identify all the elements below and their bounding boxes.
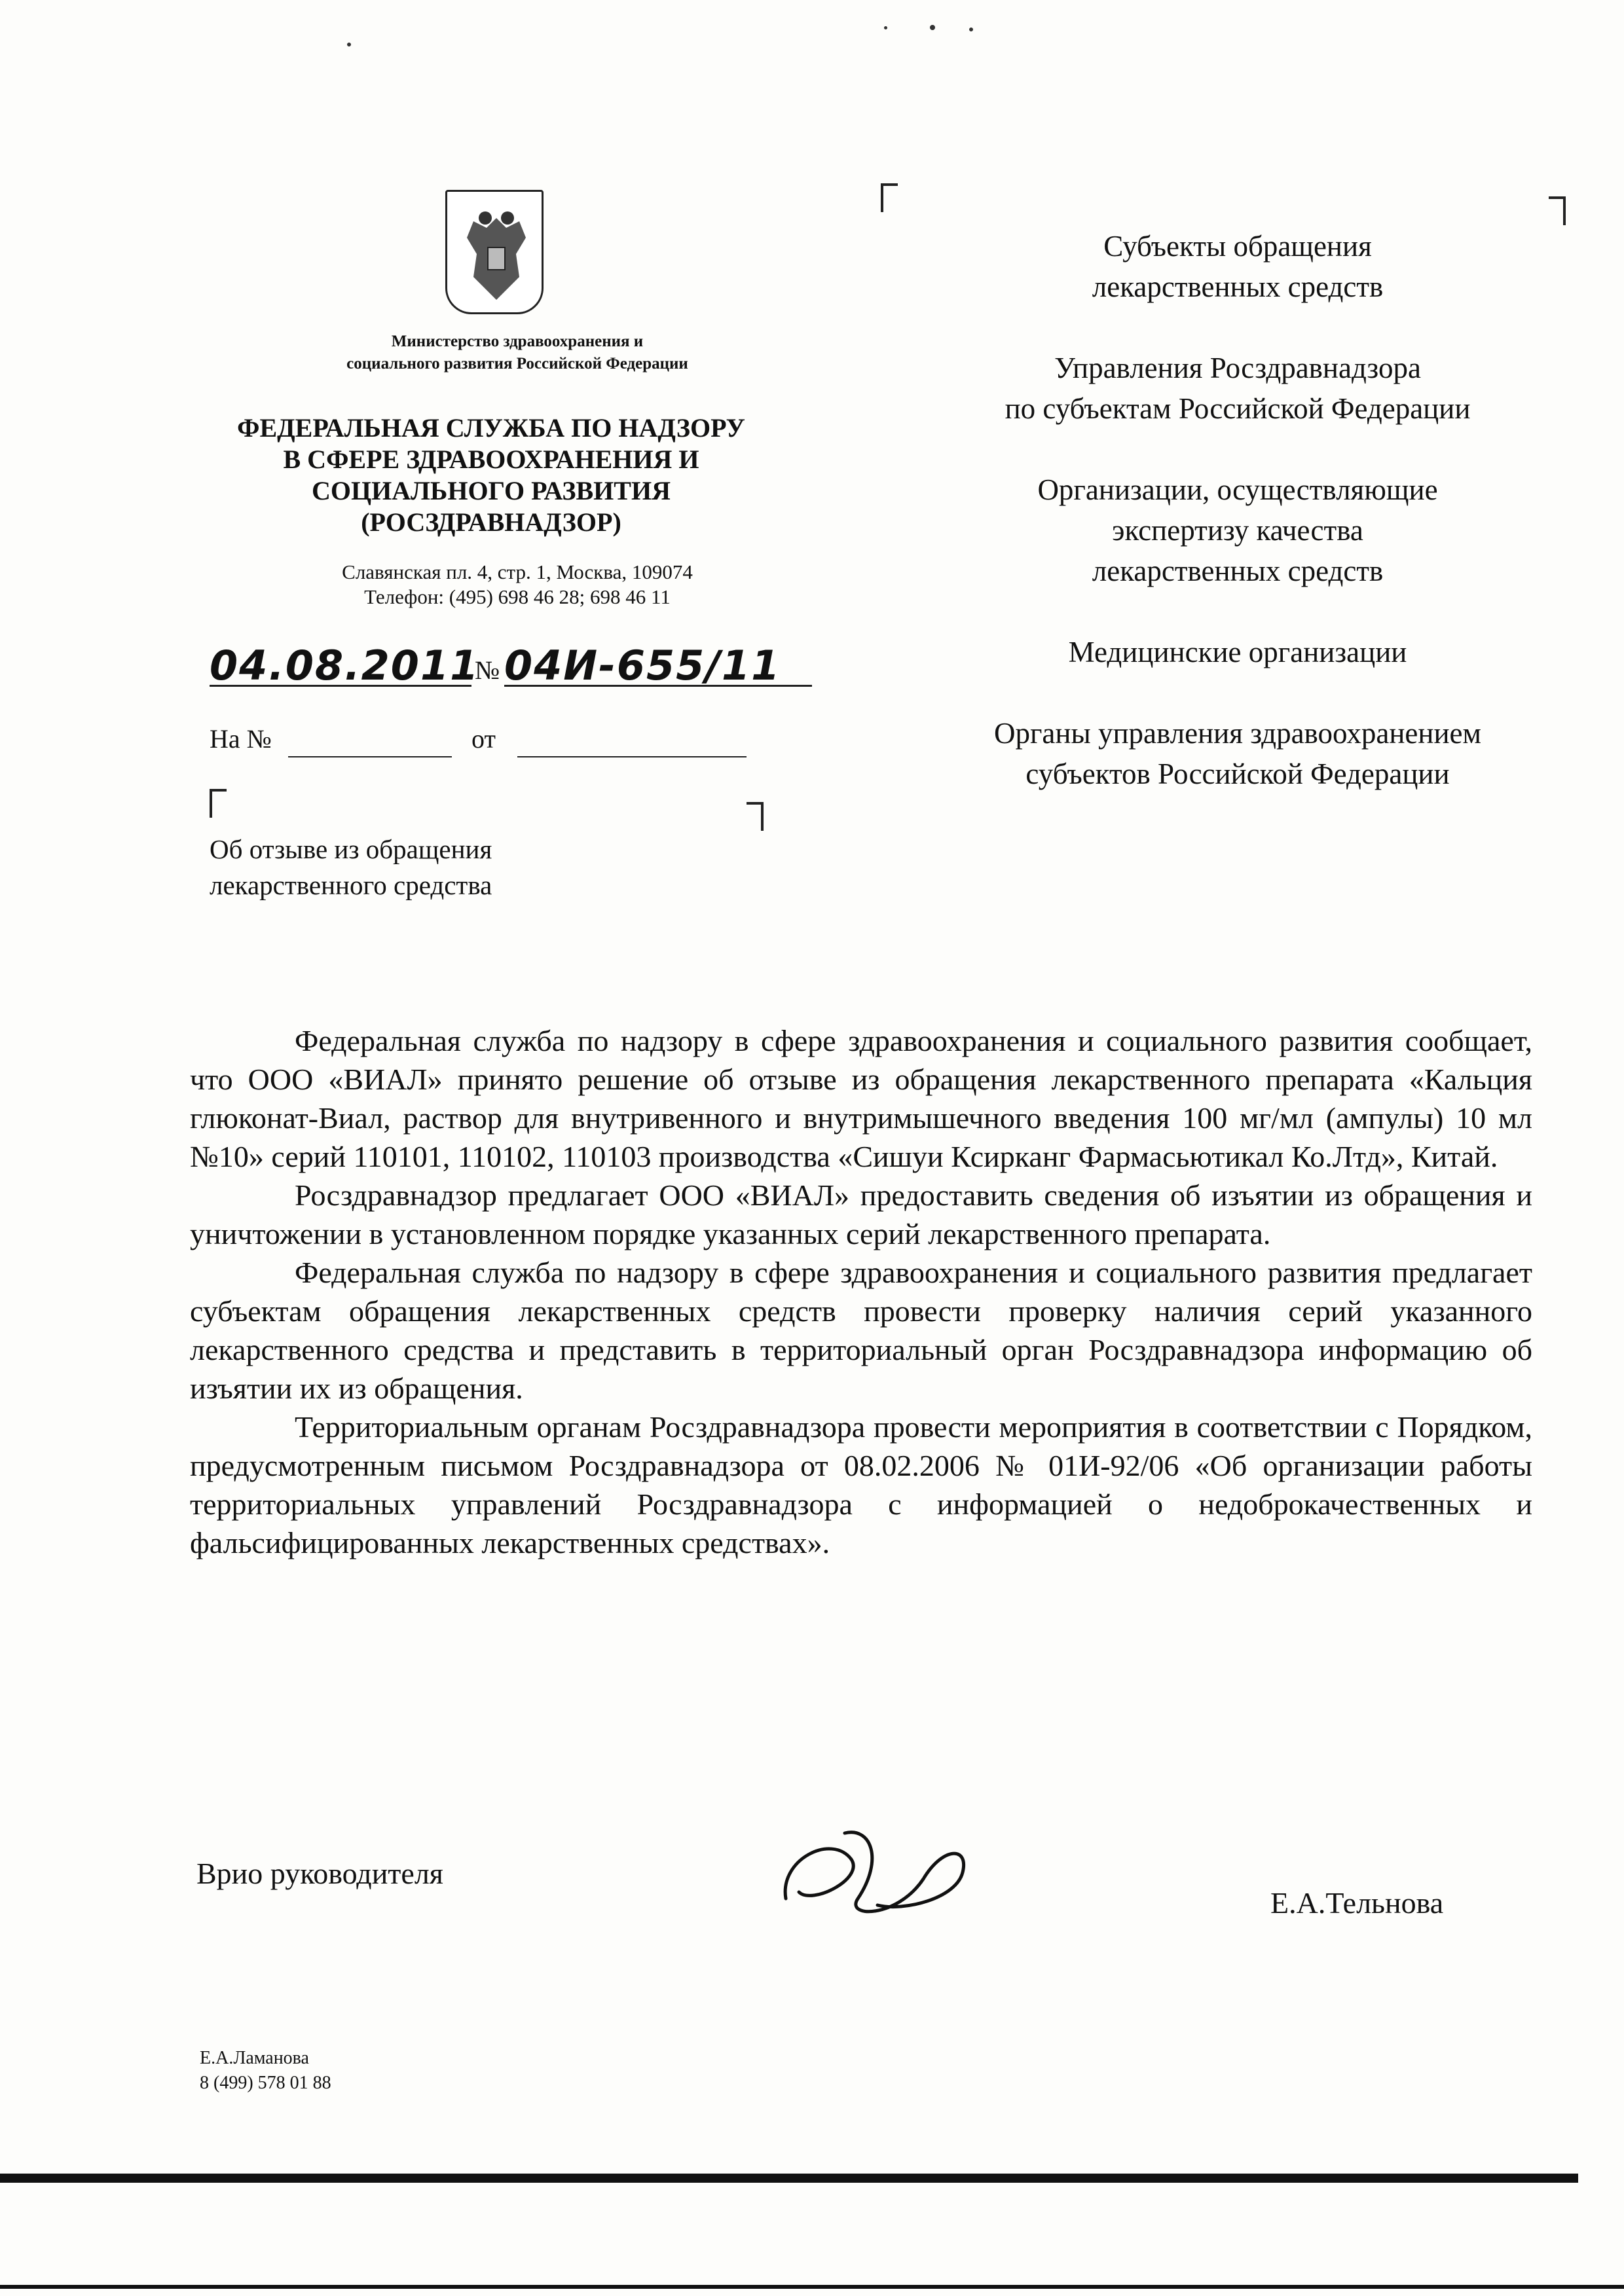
agency-line: (РОСЗДРАВНАДЗОР) <box>361 507 621 537</box>
letter-body <box>190 1021 1532 1562</box>
phone-line: Телефон: (495) 698 46 28; 698 46 11 <box>364 585 671 608</box>
reference-number-blank <box>288 730 452 757</box>
scan-speck <box>347 43 351 46</box>
scan-speck <box>930 25 935 30</box>
letter-subject <box>210 831 616 903</box>
executor-phone: 8 (499) 578 01 88 <box>200 2073 331 2093</box>
recipient-line: по субъектам Российской Федерации <box>1005 392 1471 425</box>
subject-line: Об отзыве из обращения <box>210 834 492 864</box>
recipient-line: Управления Росздравнадзора <box>1054 352 1421 384</box>
agency-line: В СФЕРЕ ЗДРАВООХРАНЕНИЯ И <box>283 445 699 474</box>
reference-line <box>210 723 272 754</box>
recipient-line: Субъекты обращения <box>1103 230 1372 263</box>
executor-info <box>200 2046 331 2096</box>
scan-speck <box>969 27 973 31</box>
scan-border-rule <box>0 2285 1624 2289</box>
recipient-line: Медицинские организации <box>1068 636 1407 668</box>
corner-bracket <box>1549 196 1566 225</box>
agency-line: СОЦИАЛЬНОГО РАЗВИТИЯ <box>312 476 671 505</box>
agency-line: ФЕДЕРАЛЬНАЯ СЛУЖБА ПО НАДЗОРУ <box>237 413 745 443</box>
recipient-line: Организации, осуществляющие <box>1037 473 1438 506</box>
recipient-line: субъектов Российской Федерации <box>1025 757 1450 790</box>
signatory-title: Врио руководителя <box>196 1857 443 1890</box>
body-paragraph: Федеральная служба по надзору в сфере здравоохранения и социального развития предлагает субъектам обращения лекарственных средств провести проверку наличия серий указанного лекарственного средства и представить в территориальный орган Росздравнадзора информацию об изъятии их из обращения. <box>190 1256 1532 1405</box>
registration-number-field <box>504 642 812 687</box>
handwritten-date: 04.08.2011 <box>210 642 480 689</box>
reference-label: На № <box>210 724 272 754</box>
corner-bracket <box>881 183 898 212</box>
ministry-name <box>249 331 786 375</box>
executor-name: Е.А.Ламанова <box>200 2048 309 2068</box>
ministry-line: Министерство здравоохранения и <box>391 333 644 350</box>
ministry-line: социального развития Российской Федерации <box>346 355 688 373</box>
recipient-group <box>904 713 1572 794</box>
scan-speck <box>884 26 887 29</box>
handwritten-signature <box>773 1820 982 1931</box>
recipient-group <box>904 469 1572 591</box>
body-paragraph: Федеральная служба по надзору в сфере здравоохранения и социального развития сообщает, что ООО «ВИАЛ» принято решение об отзыве из обращения лекарственного препарата «Кальция глюконат-Виал, раствор для внутривенного и внутримышечного введения 100 мг/мл (ампулы) 10 мл №10» серий 110101, 110102, 110103 производства «Сишуи Ксирканг Фармасьютикал Ко.Лтд», Китай. <box>190 1024 1532 1173</box>
scan-border-rule <box>0 2174 1578 2183</box>
recipient-line: Органы управления здравоохранением <box>993 717 1482 750</box>
coat-of-arms-emblem <box>445 190 544 314</box>
date-field <box>210 642 480 689</box>
recipient-line: экспертизу качества <box>1112 514 1363 547</box>
reference-from-label: от <box>471 724 496 754</box>
corner-bracket <box>210 789 227 818</box>
body-paragraph: Росздравнадзор предлагает ООО «ВИАЛ» предоставить сведения об изъятии из обращения и уничтожении в установленном порядке указанных серий лекарственного препарата. <box>190 1178 1532 1250</box>
recipient-group <box>904 226 1572 307</box>
address-line: Славянская пл. 4, стр. 1, Москва, 109074 <box>342 560 693 583</box>
recipient-group <box>904 348 1572 429</box>
subject-line: лекарственного средства <box>210 870 492 900</box>
handwritten-number: 04И-655/11 <box>504 642 781 689</box>
recipient-group <box>904 632 1572 672</box>
corner-bracket <box>747 802 764 831</box>
recipients-block <box>904 226 1572 794</box>
signatory-name: Е.А.Тельнова <box>1270 1886 1444 1920</box>
body-paragraph: Территориальным органам Росздравнадзора провести мероприятия в соответствии с Порядком, предусмотренным письмом Росздравнадзора от 08.02.2006 № 01И-92/06 «Об организации работы территориальных управлений Росздравнадзора с информацией о недоброкачественных и фальсифицированных лекарственных средствах». <box>190 1410 1532 1559</box>
reference-date-blank <box>517 730 747 757</box>
recipient-line: лекарственных средств <box>1092 270 1384 303</box>
number-sign: № <box>475 655 500 685</box>
recipient-line: лекарственных средств <box>1092 555 1384 587</box>
agency-address <box>249 560 786 610</box>
agency-name <box>196 412 786 538</box>
